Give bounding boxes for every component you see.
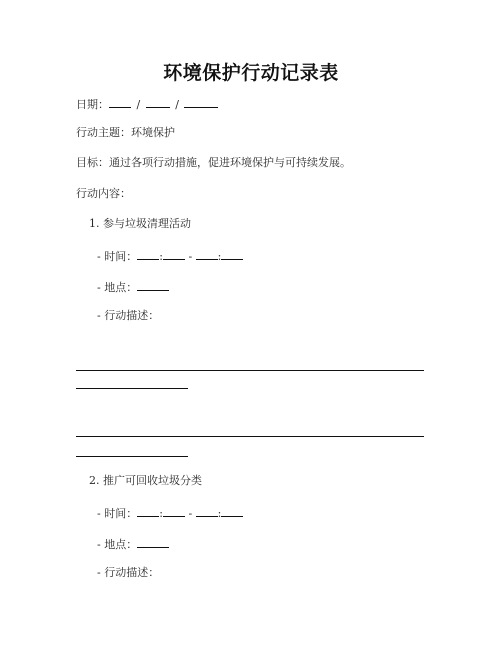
date-day-blank[interactable] [184,96,218,108]
description-rule[interactable] [76,436,424,437]
content-label: 行动内容： [76,187,131,200]
time-dash: - [188,507,193,520]
time-end-hour-blank[interactable] [196,505,218,517]
section-desc-label: - 行动描述： [97,309,160,322]
date-label: 日期： [76,98,109,111]
place-blank[interactable] [137,536,169,548]
date-month-blank[interactable] [146,96,170,108]
time-colon: : [217,507,222,520]
time-start-minute-blank[interactable] [163,505,185,517]
section-heading: 1. 参与垃圾清理活动 [89,217,191,230]
time-start-hour-blank[interactable] [137,248,159,260]
goal-line: 目标：通过各项行动措施，促进环境保护与可持续发展。 [76,156,351,169]
section-time-field [97,505,243,521]
description-rule[interactable] [76,456,188,457]
date-separator: / [175,98,179,111]
section-place-field [97,279,169,295]
time-label: - 时间： [97,250,138,263]
time-dash: - [188,250,193,263]
place-label: - 地点： [97,281,138,294]
description-rule[interactable] [76,388,188,389]
section-time-field [97,248,243,264]
date-separator: / [136,98,141,111]
time-colon: : [159,507,163,520]
time-start-minute-blank[interactable] [163,248,185,260]
time-end-hour-blank[interactable] [196,248,218,260]
time-colon: : [159,250,163,263]
theme-line: 行动主题：环境保护 [76,126,175,139]
description-rule[interactable] [76,370,424,371]
place-label: - 地点： [97,538,138,551]
section-heading: 2. 推广可回收垃圾分类 [89,474,202,487]
document-title: 环境保护行动记录表 [163,62,339,84]
time-label: - 时间： [97,507,138,520]
section-desc-label: - 行动描述： [97,566,160,579]
time-end-minute-blank[interactable] [221,505,243,517]
date-year-blank[interactable] [109,96,131,108]
time-colon: : [217,250,222,263]
time-start-hour-blank[interactable] [137,505,159,517]
date-field [76,96,218,112]
section-place-field [97,536,169,552]
time-end-minute-blank[interactable] [221,248,243,260]
place-blank[interactable] [137,279,169,291]
